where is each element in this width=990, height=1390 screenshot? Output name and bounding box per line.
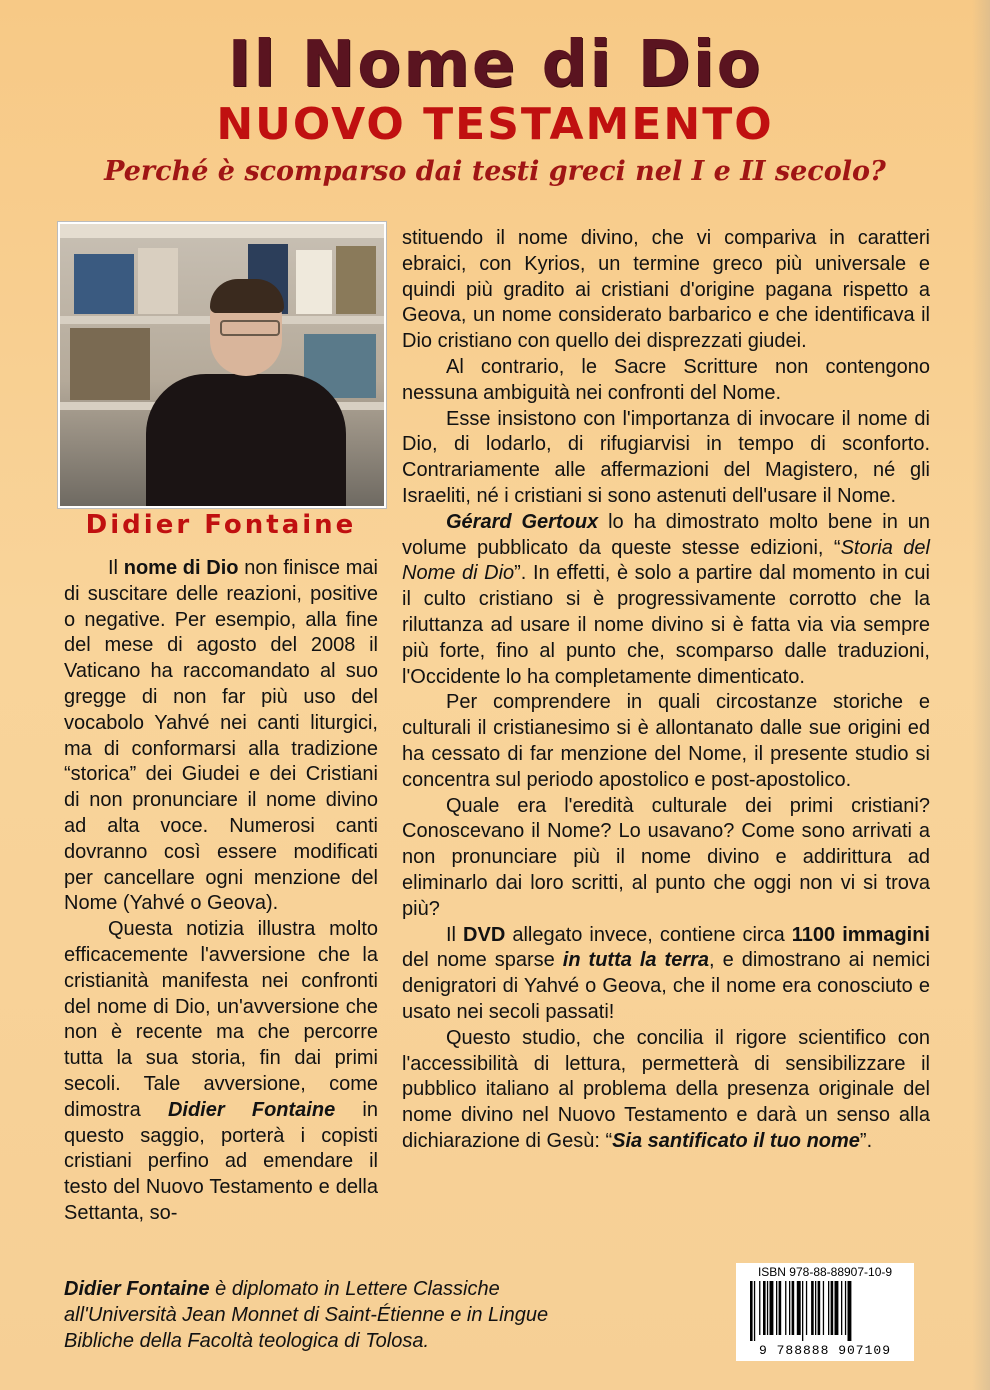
- paragraph: Al contrario, le Sacre Scritture non contengono nessuna ambiguità nei confronti del Nome.: [402, 355, 930, 404]
- bold-italic-text: Didier Fontaine: [167, 1098, 336, 1121]
- paragraph: Esse insistono con l'importanza di invocare il nome di Dio, di lodarlo, di rifugiarvisi in tempo di sconforto. Contrariamente alle affermazioni del Magistero, né gli Israeliti, né i cristiani si sono astenuti dell'usare il Nome.: [402, 407, 930, 507]
- text: del nome sparse: [402, 949, 563, 972]
- bold-italic-text: in tutta la terra: [562, 949, 710, 972]
- book-cover: [296, 250, 332, 314]
- text: ”.: [859, 1129, 873, 1152]
- book-cover: [74, 254, 134, 314]
- bold-text: 1100 immagini: [791, 923, 930, 946]
- book-title: Il Nome di Dio: [227, 28, 763, 102]
- barcode-bar: [823, 1281, 824, 1335]
- bold-italic-text: Gérard Gertoux: [446, 510, 599, 533]
- book-subtitle: NUOVO TESTAMENTO: [216, 99, 774, 150]
- book-cover: [70, 328, 150, 400]
- barcode-bar: [815, 1281, 816, 1335]
- paragraph: stituendo il nome divino, che vi compariva in caratteri ebraici, con Kyrios, un termine greco più universale e quindi più gradito ai cristiani d'origine pagana rispetto a Geova, un nome considerato barbarico e che identificava il Dio cristiano con quello dei disprezzati giudei.: [402, 227, 930, 353]
- bold-italic-text: Didier Fontaine: [64, 1278, 210, 1300]
- bold-text: nome di Dio: [123, 557, 239, 579]
- barcode-bar: [818, 1281, 821, 1335]
- text: Il: [108, 557, 124, 579]
- barcode-bar: [802, 1281, 803, 1341]
- barcode-bar: [811, 1281, 814, 1335]
- barcode-icon: [748, 1281, 908, 1341]
- barcode-bar: [797, 1281, 801, 1335]
- cover-edge: [972, 0, 990, 1390]
- book-cover: [336, 246, 376, 314]
- isbn-barcode-box: [736, 1263, 914, 1361]
- text: in questo saggio, porterà i copisti cristiani perfino ad emendare il testo del Nuovo Testamento e della Settanta, so-: [64, 1098, 378, 1224]
- barcode-bar: [841, 1281, 842, 1335]
- author-bio: [64, 1277, 604, 1354]
- barcode-bar: [767, 1281, 768, 1335]
- barcode-bar: [845, 1281, 846, 1335]
- isbn-digits: 9 788888 907109: [758, 1343, 892, 1358]
- barcode-bar: [828, 1281, 829, 1335]
- barcode-bar: [789, 1281, 790, 1335]
- author-photo: [58, 222, 386, 508]
- text: Questa notizia illustra molto efficacemente l'avversione che la cristianità manifesta nei confronti del nome di Dio, un'avversione che non è recente ma che percorre tutta la sua storia, fin dai primi secoli. Tale avversione, come dimostra: [64, 918, 378, 1121]
- text: ”. In effetti, è solo a partire dal momento in cui il culto cristiano si è progressivamente corrotto che la riluttanza ad usare il nome divino si è fatta via via sempre più forte, fino al punto che, scomparso dalle traduzioni, l'Occidente lo ha completamente dimenticato.: [402, 562, 930, 688]
- barcode-bar: [831, 1281, 834, 1335]
- person-body: [146, 374, 346, 508]
- text: Il: [446, 923, 464, 946]
- shelf: [60, 224, 384, 238]
- text: lo ha dimostrato molto bene in un volume pubblicato da queste stesse edizioni, “: [402, 510, 930, 559]
- paragraph: Quale era l'eredità culturale dei primi cristiani? Conoscevano il Nome? Lo usavano? Come sono arrivati a non pronunciare più il nome divino e addirittura ad eliminarlo dai loro scritti, al punto che oggi non vi si trova più?: [402, 794, 930, 920]
- paragraph: [402, 923, 930, 1026]
- paragraph: Per comprendere in quali circostanze storiche e culturali il cristianesimo si è allontanato dalle sue origini ed ha cessato di far menzione del Nome, il presente studio si concentra sul periodo apostolico e post-apostolico.: [402, 691, 930, 791]
- barcode-bar: [806, 1281, 807, 1335]
- book-cover: [138, 248, 178, 314]
- paragraph: [402, 1026, 930, 1155]
- glasses-icon: [220, 320, 280, 336]
- bold-text: DVD: [463, 923, 506, 946]
- paragraph: [64, 917, 378, 1227]
- paragraph: [402, 510, 930, 691]
- isbn-label: ISBN 978-88-88907-10-9: [757, 1265, 893, 1279]
- bold-italic-text: Sia santificato il tuo nome: [612, 1129, 860, 1152]
- barcode-bar: [750, 1281, 753, 1341]
- right-column: [402, 226, 930, 1155]
- barcode-bar: [779, 1281, 782, 1335]
- text: allegato invece, contiene circa: [505, 923, 792, 946]
- barcode-bar: [848, 1281, 852, 1341]
- person-hair: [210, 279, 284, 313]
- text: , e dimostrano ai nemici denigratori di Yahvé o Geova, che il nome era conosciuto e usato nei secoli passati!: [402, 949, 931, 1023]
- barcode-bar: [754, 1281, 755, 1341]
- barcode-bar: [759, 1281, 760, 1335]
- barcode-bar: [785, 1281, 786, 1335]
- text: Questo studio, che concilia il rigore scientifico con l'accessibilità di lettura, permetterà di sensibilizzare il pubblico italiano al problema della presenza originale del nome divino nel Nuovo Testamento e darà un senso alla dichiarazione di Gesù: “: [402, 1026, 930, 1152]
- book-tagline: Perché è scomparso dai testi greci nel I e II secolo?: [104, 156, 886, 187]
- barcode-bar: [776, 1281, 777, 1335]
- text: è diplomato in Lettere Classiche all'Università Jean Monnet di Saint-Étienne e in Lingue Bibliche della Facoltà teologica di Tolosa.: [64, 1278, 549, 1352]
- barcode-bar: [770, 1281, 774, 1335]
- text: non finisce mai di suscitare delle reazioni, positive o negative. Per esempio, alla fine del mese di agosto del 2008 il Vaticano ha raccomandato al suo gregge di non far più uso del vocabolo Yahvé nei canti liturgici, ma di conformarsi alla tradizione “storica” dei Giudei e dei Cristiani di non pronunciare il nome divino ad alta voce. Numerosi canti dovranno così essere modificati per cancellare ogni menzione del Nome (Yahvé o Geova).: [64, 557, 378, 915]
- author-name: Didier Fontaine: [85, 510, 357, 540]
- paragraph: [64, 556, 378, 917]
- italic-text: Storia del Nome di Dio: [402, 536, 930, 585]
- barcode-bar: [792, 1281, 795, 1335]
- barcode-bar: [763, 1281, 766, 1335]
- barcode-bar: [835, 1281, 839, 1335]
- left-column: [64, 556, 378, 1227]
